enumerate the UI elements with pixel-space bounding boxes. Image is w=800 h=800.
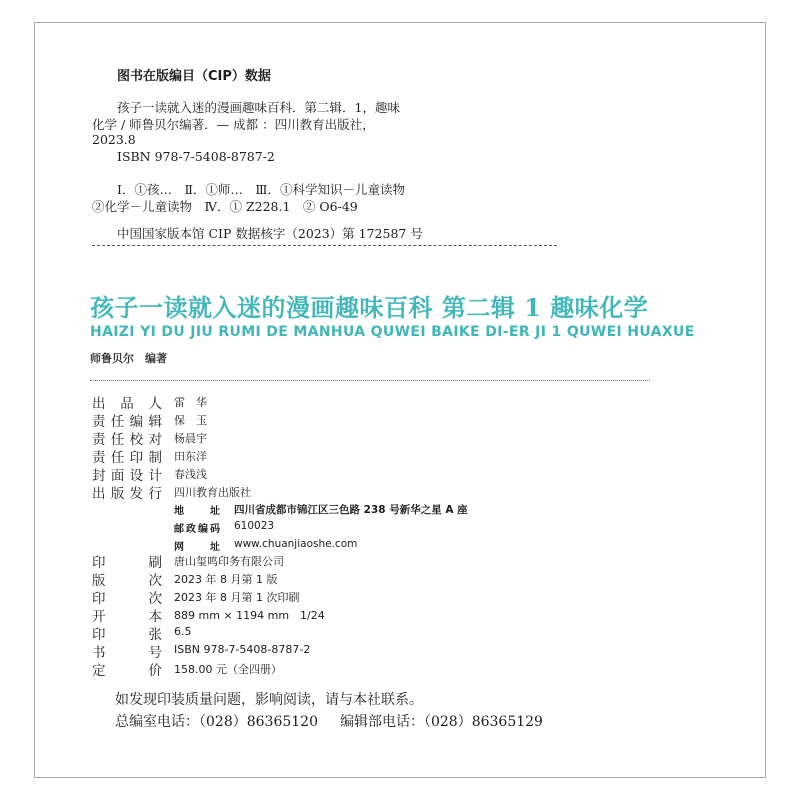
address-label: 地址 xyxy=(174,506,220,517)
dashed-divider xyxy=(92,245,557,246)
cip-line: ②化学－儿童读物 Ⅳ．① Z228.1 ② O6-49 xyxy=(92,199,358,214)
cip-line: 2023.8 xyxy=(92,132,136,147)
credit-value: 杨晨宇 xyxy=(174,432,207,445)
print-value: ISBN 978-7-5408-8787-2 xyxy=(174,643,311,656)
website-label: 网址 xyxy=(174,542,220,553)
print-value: 889 mm × 1194 mm 1/24 xyxy=(174,609,325,622)
credit-value: 雷 华 xyxy=(174,396,207,409)
cip-line: 中国国家版本馆 CIP 数据核字（2023）第 172587 号 xyxy=(117,226,423,241)
credit-value: 春浅浅 xyxy=(174,468,207,481)
credit-label: 责任印制 xyxy=(92,450,162,466)
credit-value: 田东洋 xyxy=(174,450,207,463)
editorial-phone: 编辑部电话：（028）86365129 xyxy=(339,714,543,730)
credit-label: 责任校对 xyxy=(92,432,162,448)
print-label: 开本 xyxy=(92,609,162,625)
print-label: 书号 xyxy=(92,645,162,661)
credit-value: 四川教育出版社 xyxy=(174,486,251,499)
print-value: 2023 年 8 月第 1 版 xyxy=(174,573,278,586)
cip-line: 化学 / 师鲁贝尔编著．— 成都 ：四川教育出版社， xyxy=(92,117,375,132)
cip-line: 孩子一读就入迷的漫画趣味百科．第二辑．1，趣味 xyxy=(117,100,400,115)
quality-notice: 如发现印装质量问题，影响阅读，请与本社联系。 xyxy=(115,692,423,708)
postcode-label: 邮政编码 xyxy=(174,524,220,535)
credit-label: 责任编辑 xyxy=(92,414,162,430)
print-label: 印次 xyxy=(92,591,162,607)
book-title-pinyin: HAIZI YI DU JIU RUMI DE MANHUA QUWEI BAIKE DI-ER JI 1 QUWEI HUAXUE xyxy=(90,324,695,340)
author-line: 师鲁贝尔 编著 xyxy=(90,352,167,365)
credit-label: 出品人 xyxy=(92,396,162,412)
address-value: 四川省成都市锦江区三色路 238 号新华之星 A 座 xyxy=(234,504,468,516)
print-label: 版次 xyxy=(92,573,162,589)
print-value: 2023 年 8 月第 1 次印刷 xyxy=(174,591,300,604)
cip-heading: 图书在版编目（CIP）数据 xyxy=(117,69,271,84)
book-title: 孩子一读就入迷的漫画趣味百科 第二辑 1 趣味化学 xyxy=(90,293,649,322)
print-label: 印刷 xyxy=(92,555,162,571)
print-value: 158.00 元（全四册） xyxy=(174,663,282,676)
print-label: 定价 xyxy=(92,663,162,679)
dotted-divider xyxy=(90,380,650,381)
credit-label: 出版发行 xyxy=(92,486,162,502)
cip-line: ISBN 978-7-5408-8787-2 xyxy=(117,149,275,164)
print-label: 印张 xyxy=(92,627,162,643)
credit-value: 保 玉 xyxy=(174,414,207,427)
postcode-value: 610023 xyxy=(234,520,275,532)
credit-label: 封面设计 xyxy=(92,468,162,484)
print-value: 6.5 xyxy=(174,625,192,638)
office-phone: 总编室电话：（028）86365120 xyxy=(115,714,318,730)
contact-phones xyxy=(115,711,543,731)
print-value: 唐山玺鸣印务有限公司 xyxy=(174,555,284,568)
cip-line: Ⅰ．①孩… Ⅱ．①师… Ⅲ．①科学知识－儿童读物 xyxy=(117,182,405,197)
website-value: www.chuanjiaoshe.com xyxy=(234,538,358,550)
